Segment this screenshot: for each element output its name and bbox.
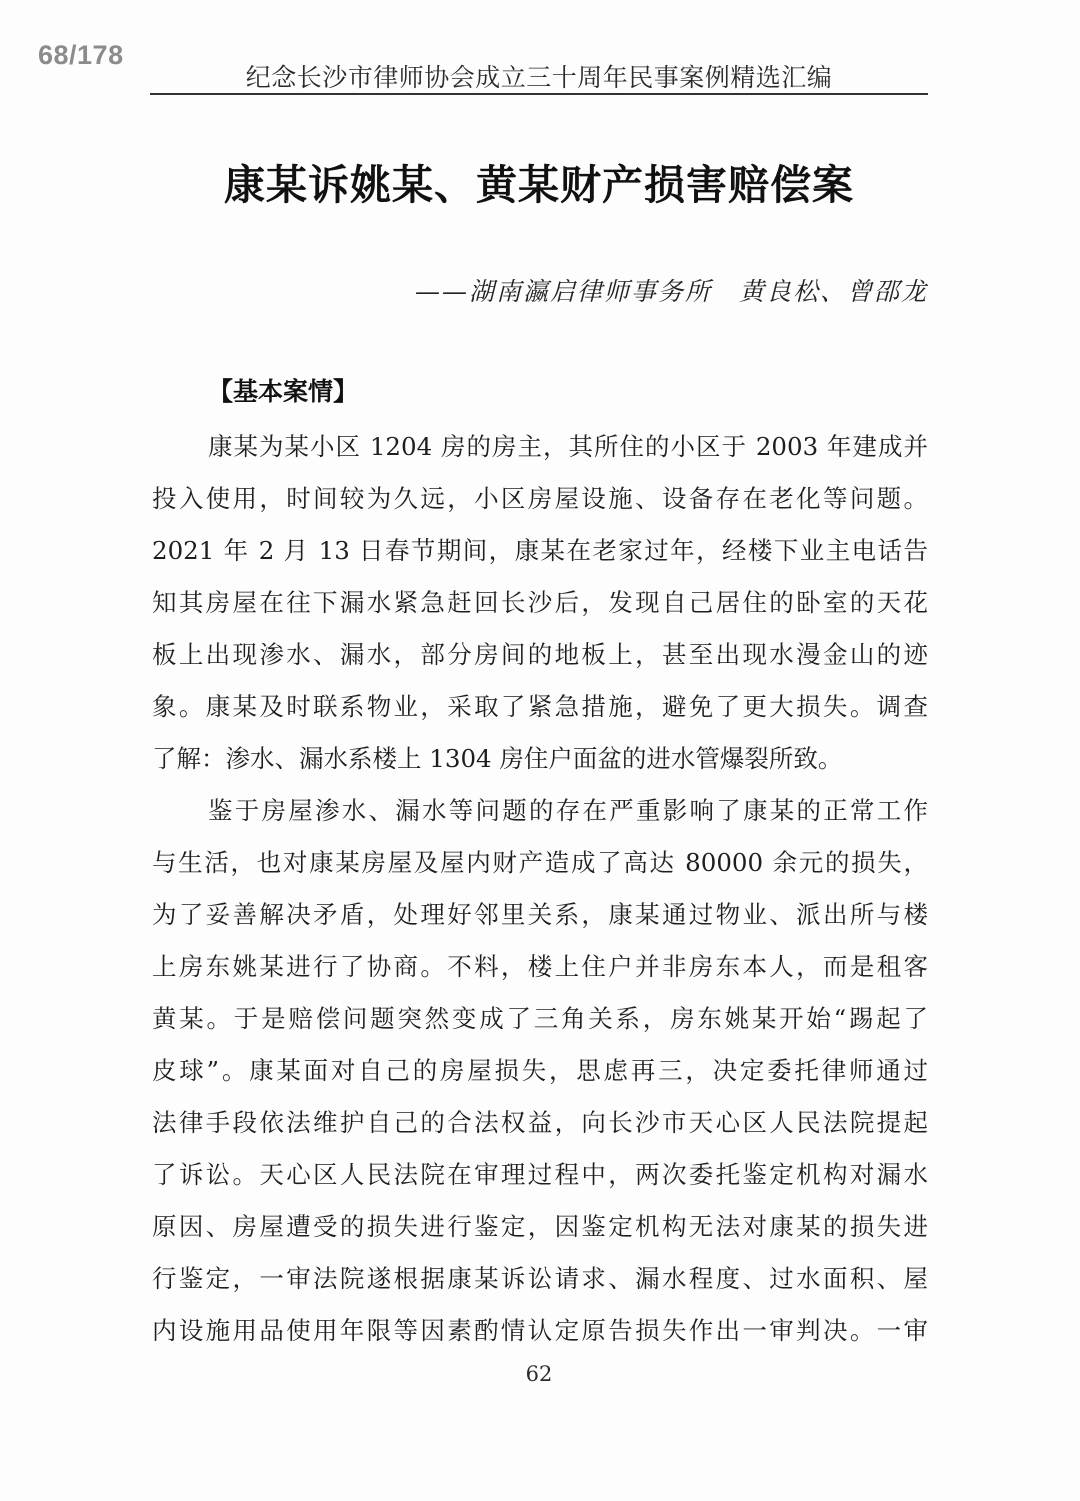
text-line: 黄某。于是赔偿问题突然变成了三角关系，房东姚某开始“踢起了 — [152, 1004, 928, 1033]
text-line: 法律手段依法维护自己的合法权益，向长沙市天心区人民法院提起 — [152, 1108, 928, 1137]
text-line: 象。康某及时联系物业，采取了紧急措施，避免了更大损失。调查 — [152, 692, 928, 721]
document-title: 康某诉姚某、黄某财产损害赔偿案 — [224, 161, 854, 209]
page-counter: 68/178 — [38, 40, 124, 70]
running-header: 纪念长沙市律师协会成立三十周年民事案例精选汇编 — [245, 63, 833, 92]
text-line: 行鉴定，一审法院遂根据康某诉讼请求、漏水程度、过水面积、屋 — [152, 1264, 928, 1293]
text-line: 板上出现渗水、漏水，部分房间的地板上，甚至出现水漫金山的迹 — [152, 640, 928, 669]
text-line: 2021 年 2 月 13 日春节期间，康某在老家过年，经楼下业主电话告 — [152, 536, 928, 565]
text-line: 内设施用品使用年限等因素酌情认定原告损失作出一审判决。一审 — [152, 1316, 928, 1345]
text-line: 上房东姚某进行了协商。不料，楼上住户并非房东本人，而是租客 — [152, 952, 928, 981]
text-line: 皮球”。康某面对自己的房屋损失，思虑再三，决定委托律师通过 — [152, 1056, 928, 1085]
author-byline: ——湖南瀛启律师事务所 黄良松、曾邵龙 — [414, 277, 928, 306]
page-number: 62 — [525, 1362, 553, 1386]
text-line: 原因、房屋遭受的损失进行鉴定，因鉴定机构无法对康某的损失进 — [152, 1212, 928, 1241]
text-line: 了解：渗水、漏水系楼上 1304 房住户面盆的进水管爆裂所致。 — [152, 744, 843, 773]
text-line: 了诉讼。天心区人民法院在审理过程中，两次委托鉴定机构对漏水 — [152, 1160, 928, 1189]
text-line: 投入使用，时间较为久远，小区房屋设施、设备存在老化等问题。 — [152, 484, 928, 513]
section-heading: 【基本案情】 — [208, 377, 359, 406]
text-line: 鉴于房屋渗水、漏水等问题的存在严重影响了康某的正常工作 — [208, 796, 928, 825]
text-line: 与生活，也对康某房屋及屋内财产造成了高达 80000 余元的损失， — [152, 848, 928, 877]
body-text — [152, 421, 928, 1357]
header-rule — [150, 93, 928, 95]
text-line: 康某为某小区 1204 房的房主，其所住的小区于 2003 年建成并 — [208, 432, 928, 461]
text-line: 知其房屋在往下漏水紧急赶回长沙后，发现自己居住的卧室的天花 — [152, 588, 928, 617]
text-line: 为了妥善解决矛盾，处理好邻里关系，康某通过物业、派出所与楼 — [152, 900, 928, 929]
